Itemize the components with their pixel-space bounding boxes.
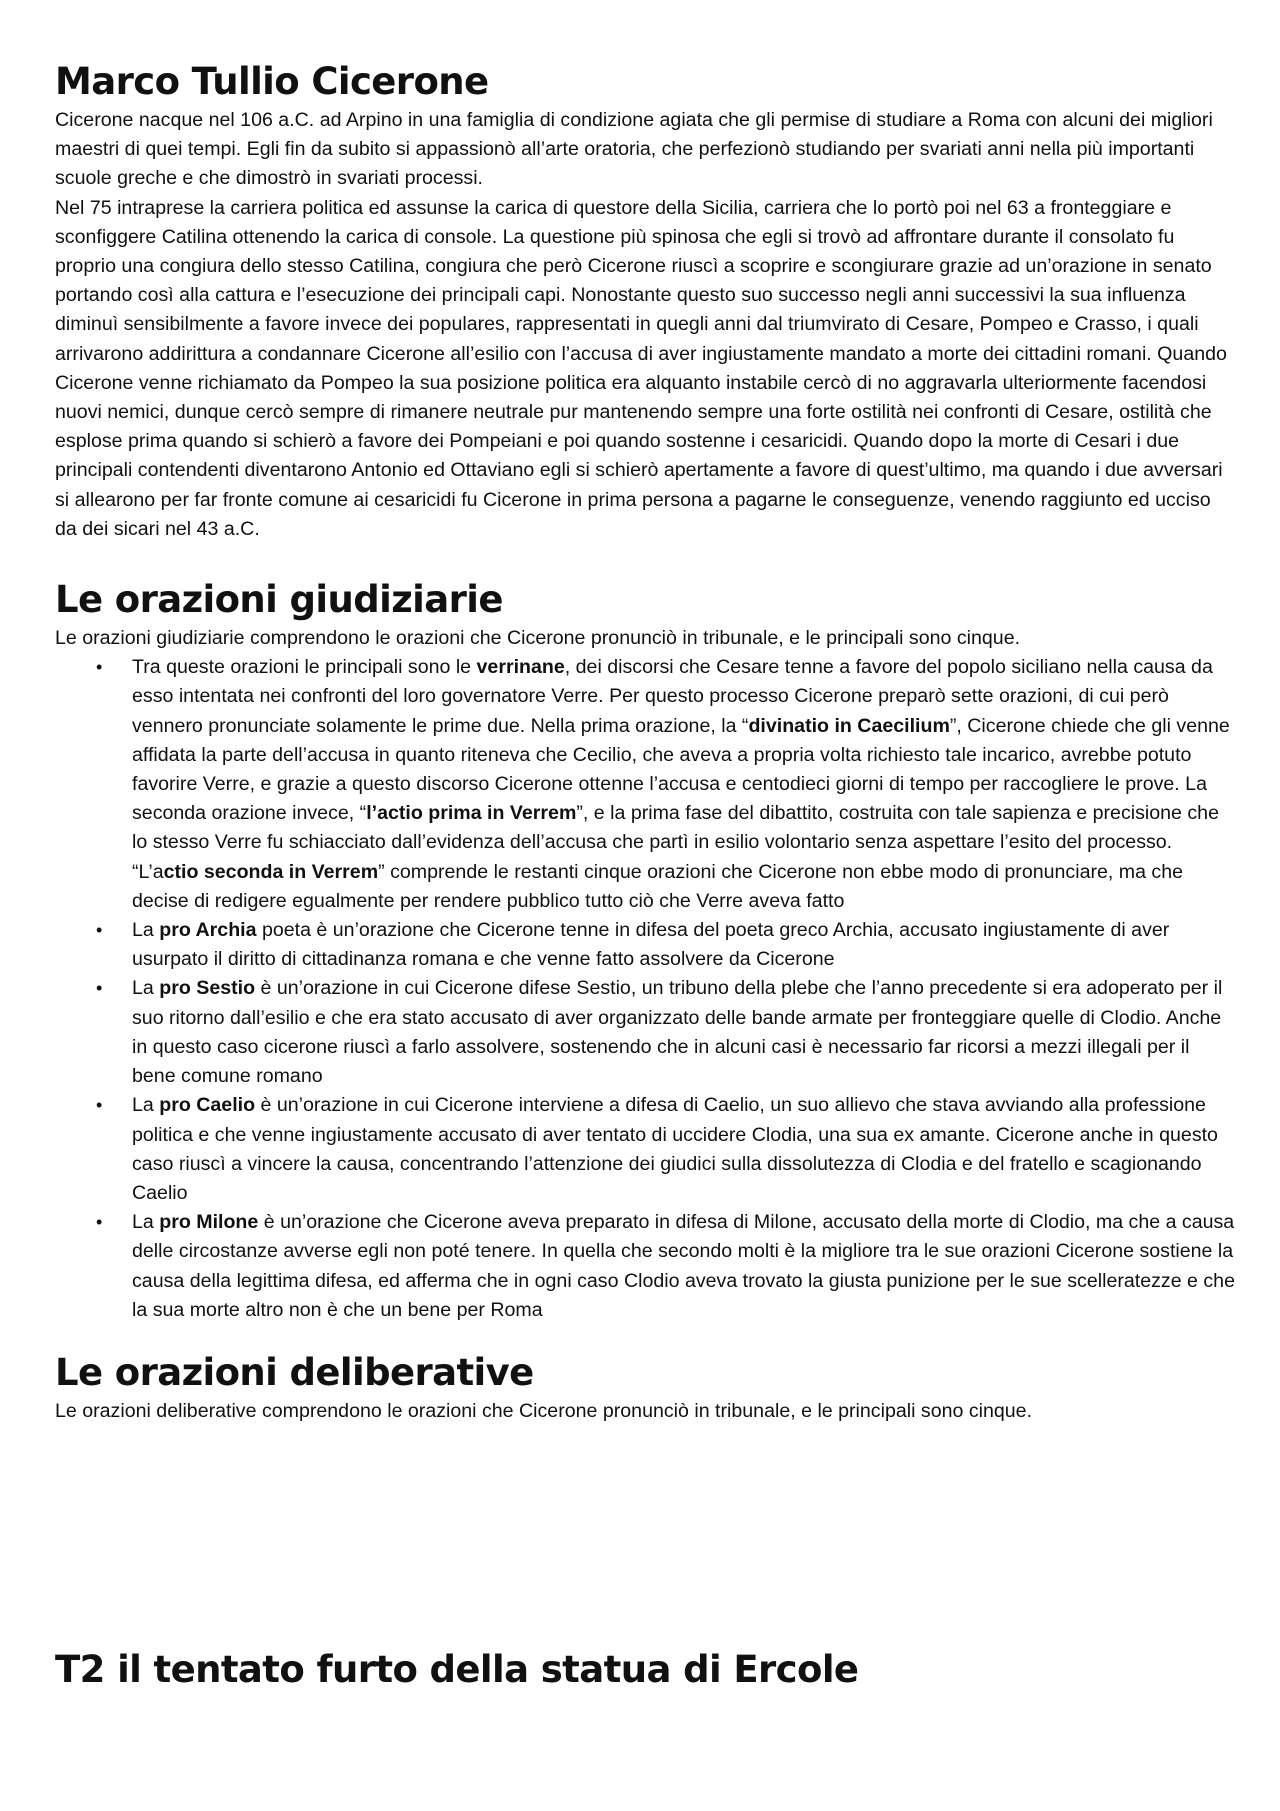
orazioni-giudiziarie-intro: Le orazioni giudiziarie comprendono le orazioni che Cicerone pronunciò in tribunale, e le principali sono cinque. (55, 627, 1021, 650)
orazioni-giudiziarie-list (55, 653, 1235, 1325)
list-item-pro-archia: • La pro Archia poeta è un’orazione che Cicerone tenne in difesa del poeta greco Archia, accusato ingiustamente di aver usurpato il diritto di cittadinanza romana e che venne fatto assolvere da Cicerone (132, 916, 1235, 974)
heading-marco-tullio-cicerone: Marco Tullio Cicerone (55, 60, 489, 103)
list-item-pro-sestio: • La pro Sestio è un’orazione in cui Cicerone difese Sestio, un tribuno della plebe che l’anno precedente si era adoperato per il suo ritorno dall’esilio e che era stato accusato di aver organizzato delle bande armate per fronteggiare quelle di Clodio. Anche in questo caso cicerone riuscì a farlo assolvere, sostenendo che in alcuni casi è necessario far ricorsi a mezzi illegali per il bene comune romano (132, 974, 1235, 1091)
bullet-icon: • (96, 978, 103, 999)
term-pro-milone: pro Milone (159, 1211, 259, 1234)
orazioni-deliberative-intro: Le orazioni deliberative comprendono le orazioni che Cicerone pronunciò in tribunale, e le principali sono cinque. (55, 1399, 1033, 1422)
list-item-pro-milone: • La pro Milone è un’orazione che Cicerone aveva preparato in difesa di Milone, accusato della morte di Clodio, ma che a causa delle circostanze avverse egli non poté tenere. In quella che secondo molti è la migliore tra le sue orazioni Cicerone sostiene la causa della legittima difesa, ed afferma che in ogni caso Clodio aveva trovato la giusta punizione per le sue scelleratezze e che la sua morte altro non è che un bene per Roma (132, 1208, 1235, 1325)
term-pro-caelio: pro Caelio (159, 1094, 256, 1117)
biography-paragraph-2: Nel 75 intraprese la carriera politica ed assunse la carica di questore della Sicilia, carriera che lo portò poi nel 63 a fronteggiare e sconfiggere Catilina ottenendo la carica di console. La questione più spinosa che egli si trovò ad affrontare durante il consolato fu proprio una congiura dello stesso Catilina, congiura che però Cicerone riuscì a scoprire e scongiurare grazie ad un’orazione in senato portando così alla cattura e l’esecuzione dei principali capi. Nonostante questo suo successo negli anni successivi la sua influenza diminuì sensibilmente a favore invece dei populares, rappresentati in quegli anni dal triumvirato di Cesare, Pompeo e Crasso, i quali arrivarono addirittura a condannare Cicerone all’esilio con l’accusa di aver ingiustamente mandato a morte dei cittadini romani. Quando Cicerone venne richiamato da Pompeo la sua posizione politica era alquanto instabile cercò di no aggravarla ulteriormente facendosi nuovi nemici, dunque cercò sempre di rimanere neutrale pur mantenendo sempre una forte ostilità nei confronti di Cesare, ostilità che esplose prima quando si schierò a favore dei Pompeiani e poi quando sostenne i cesaricidi. Quando dopo la morte di Cesari i due principali contendenti diventarono Antonio ed Ottaviano egli si schierò apertamente a favore di quest’ultimo, ma quando i due avversari si allearono per far fronte comune ai cesaricidi fu Cicerone in prima persona a pagarne le conseguenze, venendo raggiunto ed ucciso da dei sicari nel 43 a.C. (55, 196, 1227, 540)
bullet-icon: • (96, 920, 103, 941)
term-verrinane: verrinane (476, 656, 565, 679)
list-item-verrinane: • Tra queste orazioni le principali sono le verrinane, dei discorsi che Cesare tenne a favore del popolo siciliano nella causa da esso intentata nei confronti del loro governatore Verre. Per questo processo Cicerone preparò sette orazioni, di cui però vennero pronunciate solamente le prime due. Nella prima orazione, la “divinatio in Caecilium”, Cicerone chiede che gli venne affidata la parte dell’accusa in quanto riteneva che Cecilio, che aveva a propria volta richiesto tale incarico, avrebbe potuto favorire Verre, e grazie a questo discorso Cicerone ottenne l’accusa e centodieci giorni di tempo per raccogliere le prove. La seconda orazione invece, “l’actio prima in Verrem”, e la prima fase del dibattito, costruita con tale sapienza e precisione che lo stesso Verre fu schiacciato dall’evidenza dell’accusa che partì in esilio volontario senza aspettare l’esito del processo. “L’actio seconda in Verrem” comprende le restanti cinque orazioni che Cicerone non ebbe modo di pronunciare, ma che decise di redigere egualmente per rendere pubblico tutto ciò che Verre aveva fatto (132, 653, 1235, 916)
biography-paragraph-1: Cicerone nacque nel 106 a.C. ad Arpino in una famiglia di condizione agiata che gli permise di studiare a Roma con alcuni dei migliori maestri di quei tempi. Egli fin da subito si appassionò all’arte oratoria, che perfezionò studiando per svariati anni nella più importanti scuole greche e che dimostrò in svariati processi. (55, 109, 1213, 190)
term-pro-sestio: pro Sestio (159, 977, 256, 1000)
bullet-icon: • (96, 1095, 103, 1116)
term-divinatio: divinatio in Caecilium (748, 714, 950, 737)
heading-orazioni-deliberative: Le orazioni deliberative (55, 1350, 534, 1394)
document-page (55, 58, 1235, 1694)
bullet-icon: • (96, 1212, 103, 1233)
term-actio-seconda: ctio seconda in Verrem (163, 860, 379, 883)
list-item-pro-caelio: • La pro Caelio è un’orazione in cui Cicerone interviene a difesa di Caelio, un suo allievo che stava avviando alla professione politica e che venne ingiustamente accusato di aver tentato di uccidere Clodia, una sua ex amante. Cicerone anche in questo caso riuscì a vincere la causa, concentrando l’attenzione dei giudici sulla dissolutezza di Clodia e del fratello e scagionando Caelio (132, 1091, 1235, 1208)
heading-t2-statua-ercole: T2 il tentato furto della statua di Ercole (55, 1648, 859, 1692)
term-actio-prima: l’actio prima in Verrem (366, 802, 577, 825)
heading-orazioni-giudiziarie: Le orazioni giudiziarie (55, 578, 503, 622)
bullet-icon: • (96, 657, 103, 678)
term-pro-archia: pro Archia (159, 919, 257, 942)
